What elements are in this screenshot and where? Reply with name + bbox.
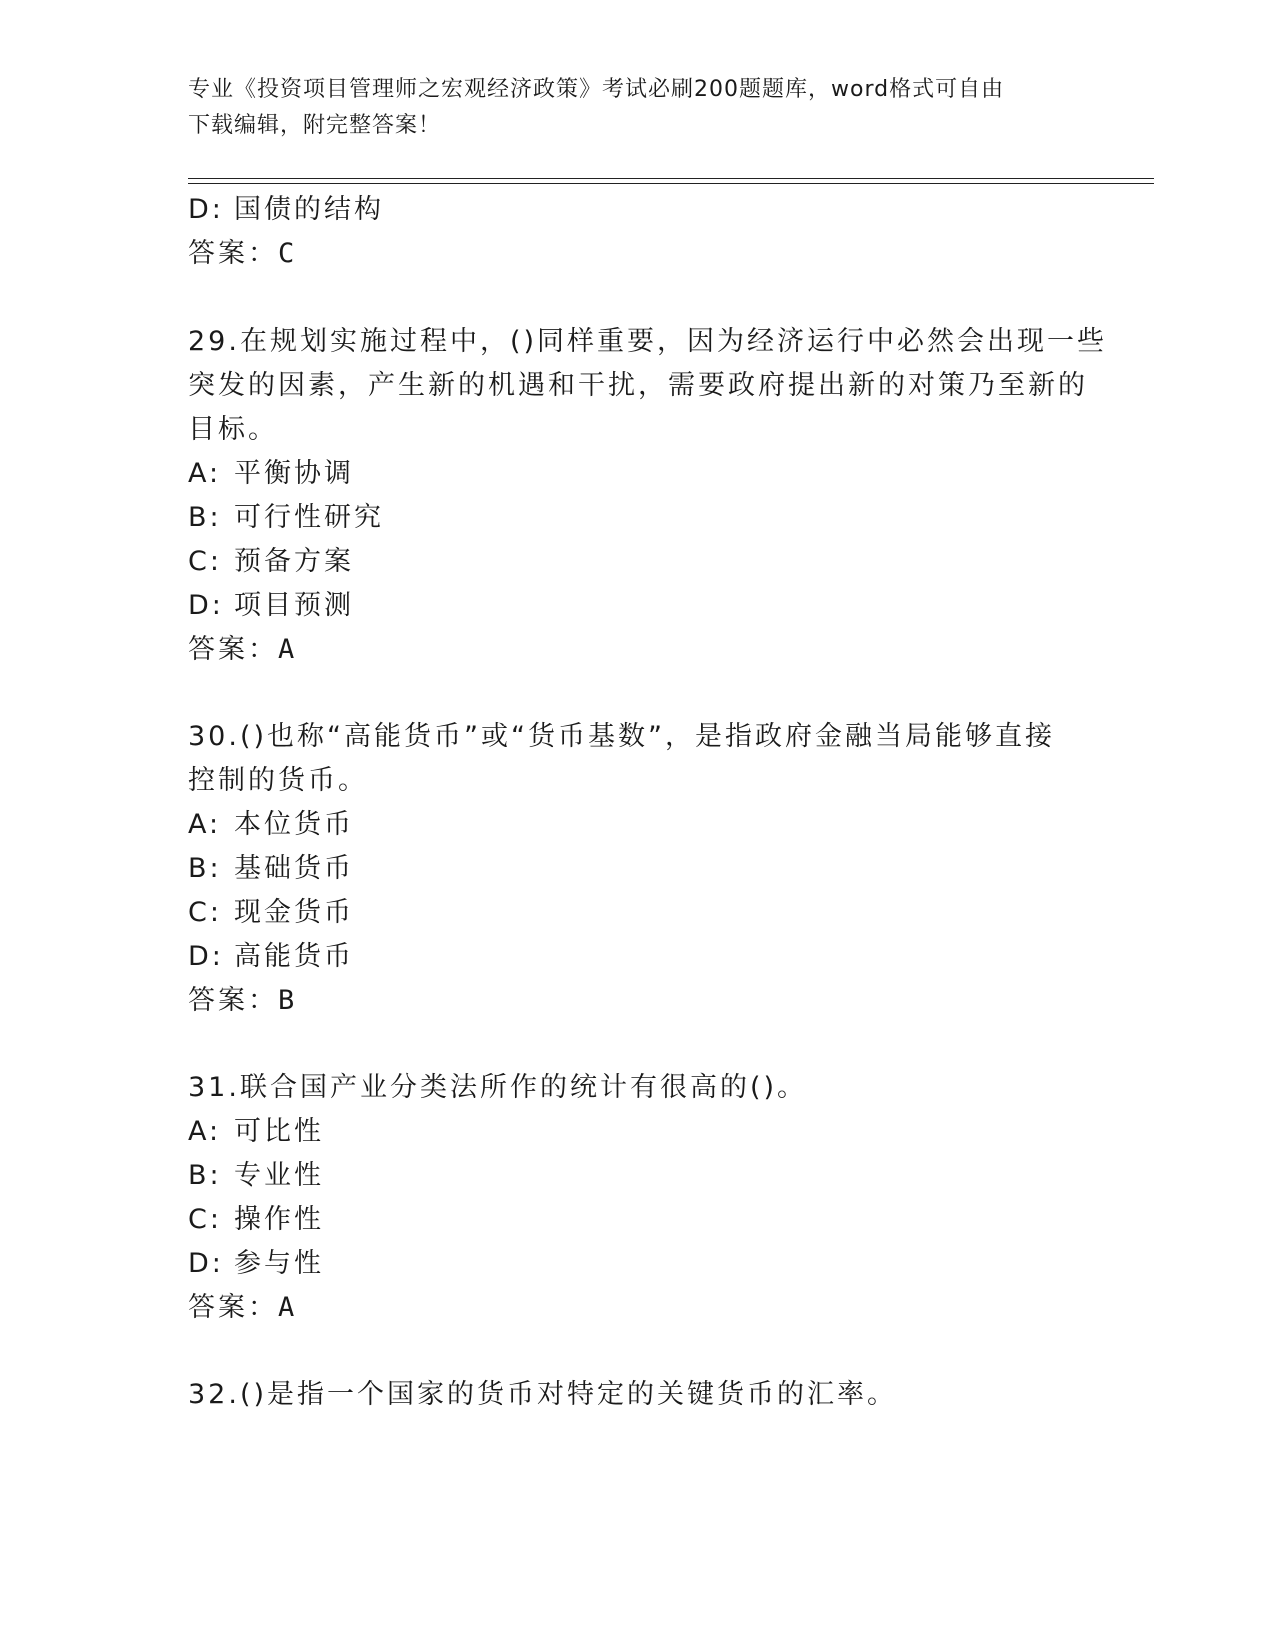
answer-value: B [278,985,298,1016]
answer-label: 答案： [188,634,278,665]
header-line-1: 专业《投资项目管理师之宏观经济政策》考试必刷200题题库，word格式可自由 [188,77,1005,102]
answer-line [188,1286,297,1330]
option-text: 本位货币 [234,809,354,840]
question-stem-line: 突发的因素，产生新的机遇和干扰，需要政府提出新的对策乃至新的 [188,370,1088,401]
option-text: 可比性 [234,1116,324,1147]
option-text: 预备方案 [234,546,354,577]
question-stem-line: 目标。 [188,414,278,445]
option-letter: B: [188,502,222,533]
answer-value: A [278,1292,298,1323]
option-letter: D: [188,941,224,972]
option-d [188,584,354,628]
answer-label: 答案： [188,238,278,269]
option-b [188,1154,324,1198]
option-text: 专业性 [234,1160,324,1191]
option-c [188,891,354,935]
document-header [188,72,1088,144]
option-text: 可行性研究 [234,502,384,533]
option-text: 操作性 [234,1204,324,1235]
option-letter: B: [188,853,222,884]
option-text: 高能货币 [234,941,354,972]
option-letter: D: [188,590,224,621]
option-b [188,847,354,891]
answer-line [188,232,297,276]
header-divider-bottom [188,183,1154,184]
option-text: 平衡协调 [234,458,354,489]
answer-line [188,979,297,1023]
option-text: 项目预测 [234,590,354,621]
answer-value: A [278,634,298,665]
option-c [188,540,354,584]
answer-label: 答案： [188,985,278,1016]
option-letter: A: [188,458,222,489]
option-text: 参与性 [234,1248,324,1279]
option-letter: D: [188,1248,224,1279]
option-text: 现金货币 [234,897,354,928]
option-a [188,452,354,496]
option-letter: A: [188,809,222,840]
option-letter: D: [188,194,224,225]
option-letter: C: [188,1204,222,1235]
option-letter: A: [188,1116,222,1147]
answer-value: C [278,238,298,269]
option-letter: C: [188,546,222,577]
question-stem-line: 30.()也称“高能货币”或“货币基数”，是指政府金融当局能够直接 [188,721,1055,752]
option-a [188,803,354,847]
question-stem-line: 控制的货币。 [188,765,368,796]
option-d [188,188,384,232]
answer-label: 答案： [188,1292,278,1323]
option-text: 国债的结构 [234,194,384,225]
option-b [188,496,384,540]
question-stem-line: 32.()是指一个国家的货币对特定的关键货币的汇率。 [188,1379,898,1410]
option-a [188,1110,324,1154]
option-text: 基础货币 [234,853,354,884]
option-d [188,1242,324,1286]
answer-line [188,628,297,672]
header-divider-top [188,178,1154,179]
option-letter: B: [188,1160,222,1191]
header-line-2: 下载编辑，附完整答案！ [188,113,442,138]
question-stem-line: 31.联合国产业分类法所作的统计有很高的()。 [188,1072,808,1103]
question-stem-line: 29.在规划实施过程中，()同样重要，因为经济运行中必然会出现一些 [188,326,1108,357]
option-letter: C: [188,897,222,928]
option-c [188,1198,324,1242]
option-d [188,935,354,979]
